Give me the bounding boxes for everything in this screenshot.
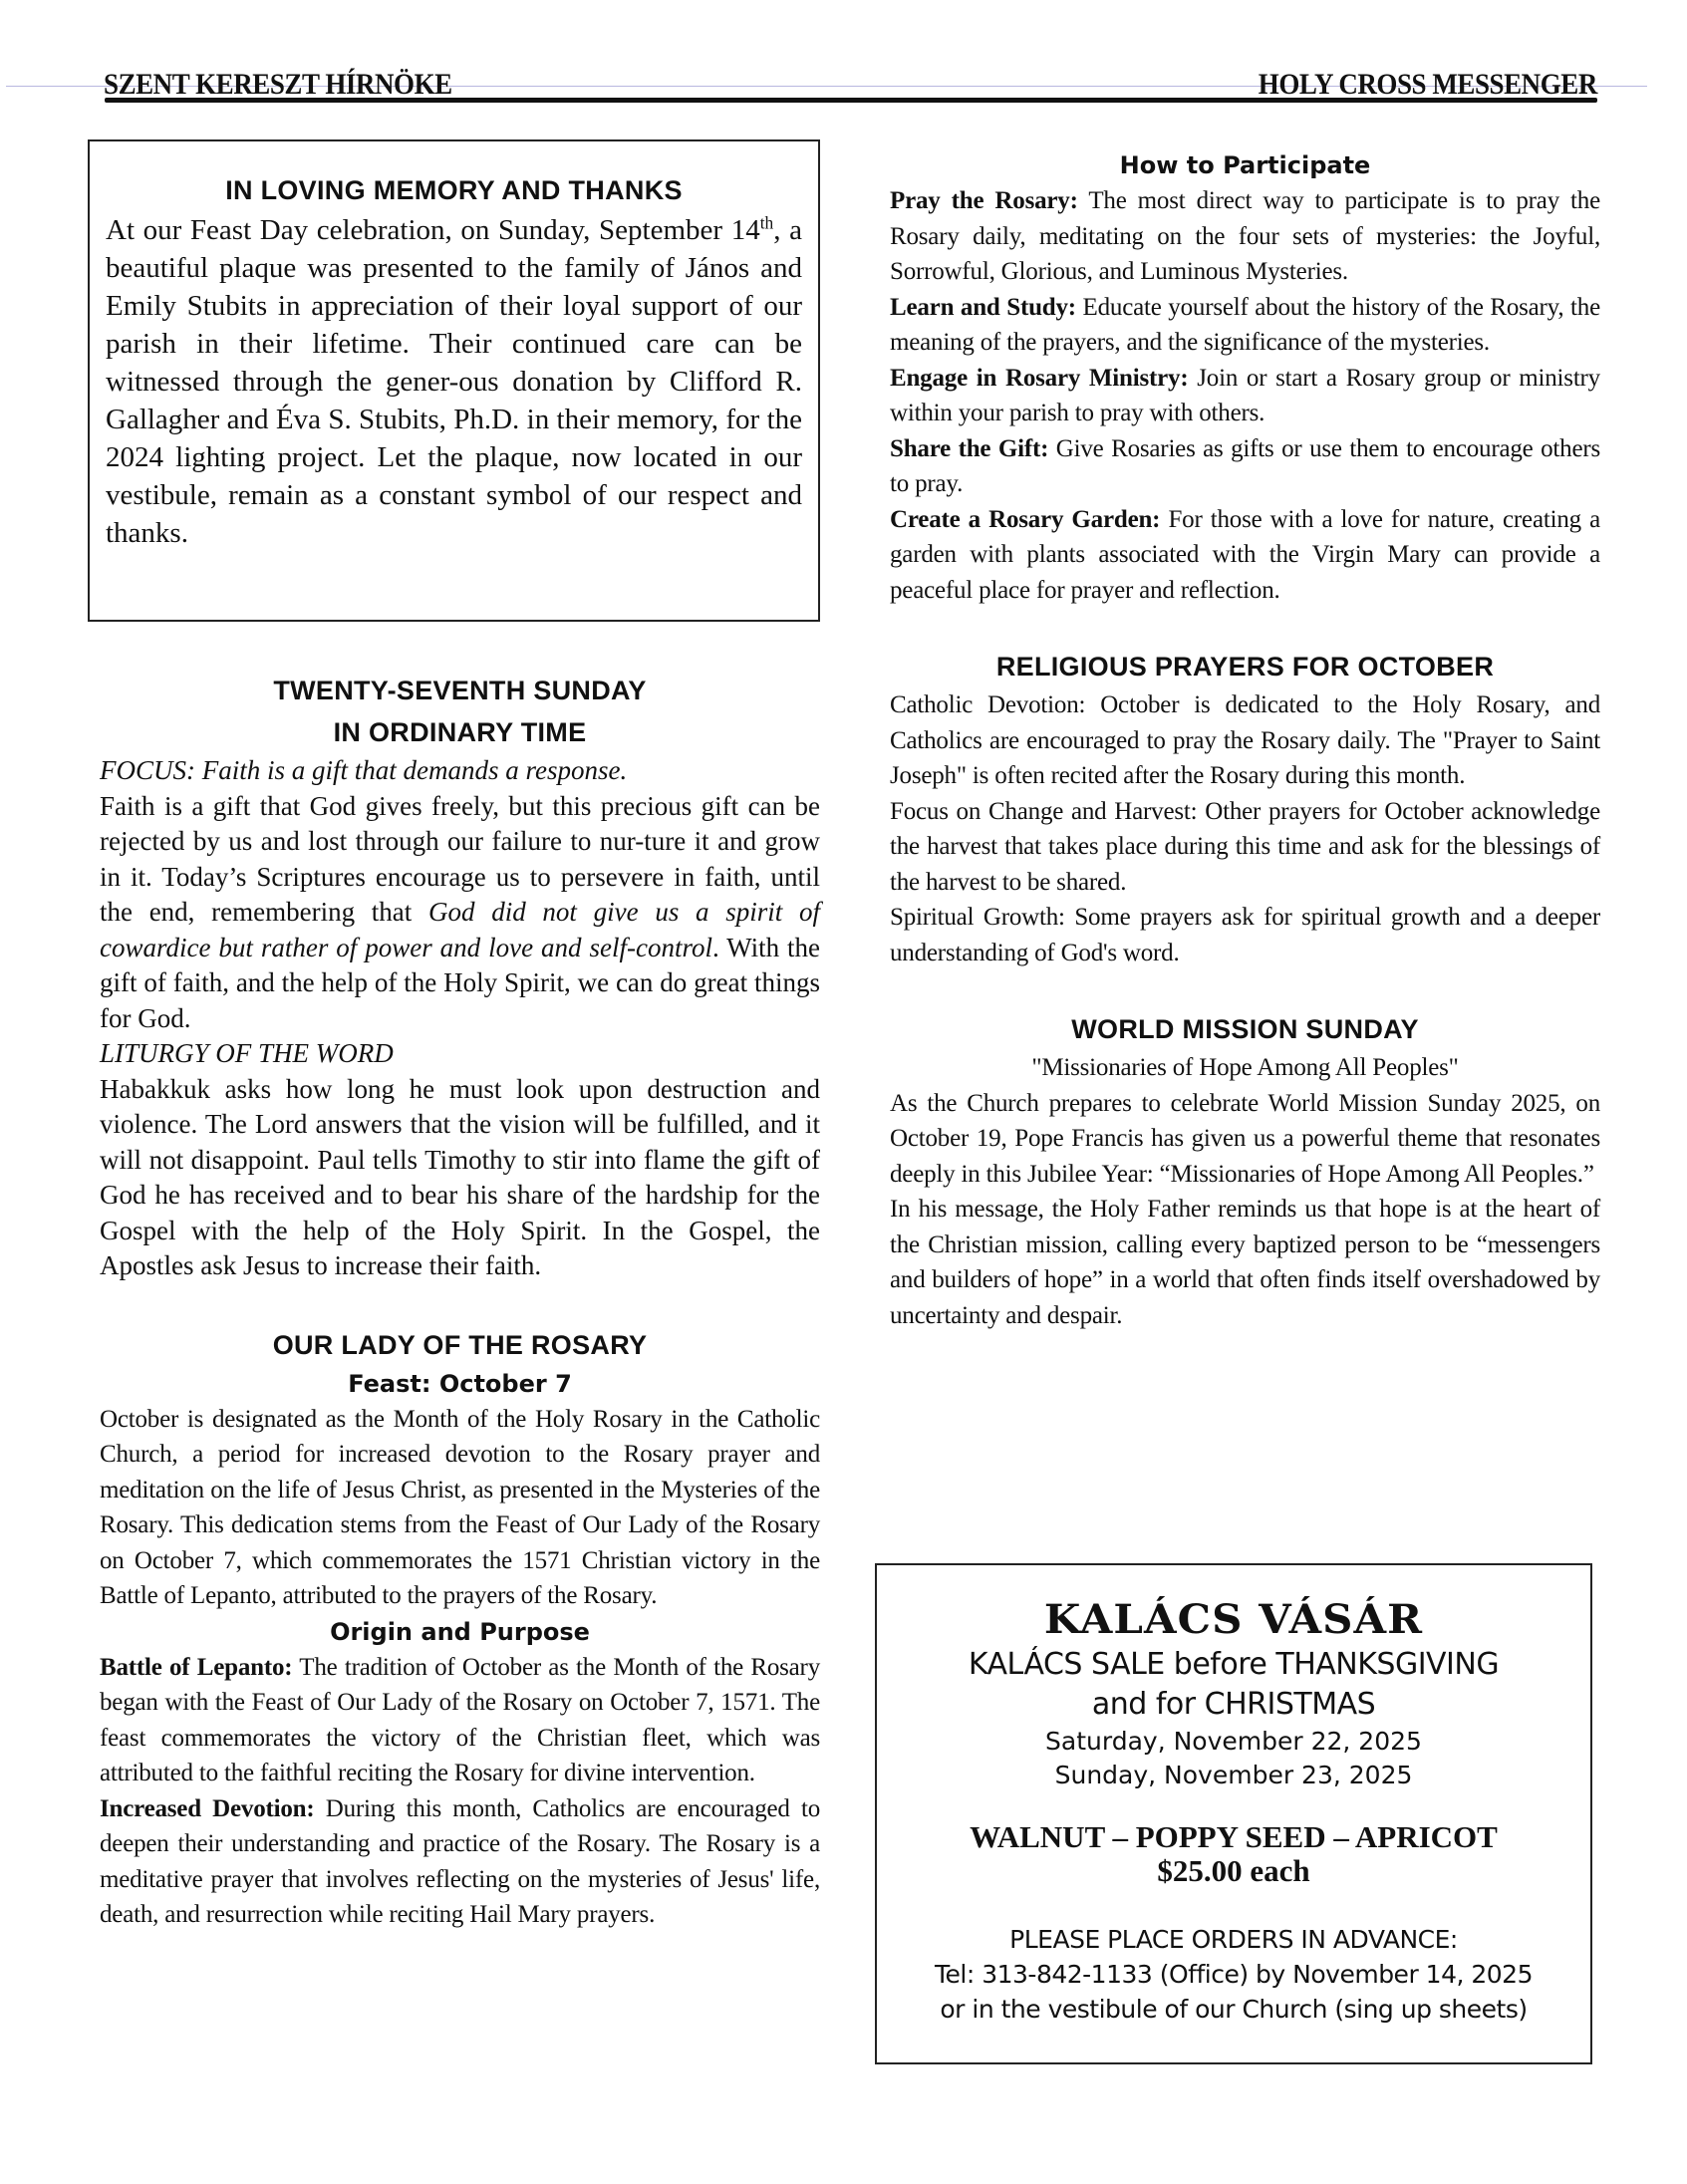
- origin-item-text: During this month, Catholics are encouraged to deepen their understanding and practice of the Rosary. The Rosary is a meditative prayer that involves reflecting on the mysteries of Jesus' life, death, and resurrection while reciting Hail Mary prayers.: [100, 1794, 820, 1928]
- kalacs-order-heading: PLEASE PLACE ORDERS IN ADVANCE:: [1009, 1925, 1458, 1954]
- origin-heading: Origin and Purpose: [330, 1617, 590, 1646]
- left-column: [100, 139, 820, 1933]
- sunday-heading-line2: IN ORDINARY TIME: [333, 717, 587, 747]
- participate-item: [890, 183, 1600, 290]
- memory-box: [88, 139, 820, 622]
- sunday-section: [100, 670, 820, 1284]
- kalacs-date: Sunday, November 23, 2025: [1054, 1761, 1413, 1789]
- participate-item-label: Create a Rosary Garden:: [890, 505, 1161, 533]
- origin-item: [100, 1650, 820, 1791]
- prayers-heading: RELIGIOUS PRAYERS FOR OCTOBER: [995, 652, 1495, 682]
- rosary-intro: October is designated as the Month of the Holy Rosary in the Catholic Church, a period for increased devotion to the Rosary prayer and meditation on the life of Jesus Christ, as presented in the Mysteries of the Rosary. This dedication stems from the Feast of Our Lady of the Rosary on October 7, which commemorates the 1571 Christian victory in the Battle of Lepanto, attributed to the prayers of the Rosary.: [100, 1405, 820, 1609]
- kalacs-sale-box: [875, 1563, 1592, 2064]
- kalacs-date: Saturday, November 22, 2025: [1045, 1727, 1422, 1756]
- participate-item: [890, 431, 1600, 502]
- prayers-section: [890, 646, 1600, 970]
- participate-heading: How to Participate: [1119, 151, 1371, 179]
- mission-section: [890, 1008, 1600, 1333]
- masthead: [0, 62, 1687, 112]
- kalacs-line1: KALÁCS SALE before THANKSGIVING: [968, 1647, 1500, 1682]
- memory-text-a: At our Feast Day celebration, on Sunday, September 14: [106, 214, 760, 246]
- memory-text-b: , a beautiful plaque was presented to the family of János and Emily Stubits in appreciation of their loyal support of our parish in their lifetime. Their continued care can be witnessed through the gener-ous donation by Clifford R. Gallagher and Éva S. Stubits, Ph.D. in their memory, for the 2024 lighting project. Let the plaque, now located in our vestibule, remain as a constant symbol of our respect and thanks.: [106, 214, 802, 549]
- memory-heading: IN LOVING MEMORY AND THANKS: [225, 175, 683, 205]
- participate-item-label: Engage in Rosary Ministry:: [890, 364, 1189, 392]
- mission-para: As the Church prepares to celebrate World Mission Sunday 2025, on October 19, Pope Francis has given us a powerful theme that resonates deeply in this Jubilee Year: “Missionaries of Hope Among All Peoples.”: [890, 1089, 1600, 1188]
- right-column: [890, 147, 1600, 1333]
- kalacs-order-tel: Tel: 313-842-1133 (Office) by November 14, 2025: [934, 1960, 1533, 1989]
- kalacs-price: $25.00 each: [1157, 1853, 1310, 1888]
- sunday-focus: FOCUS: Faith is a gift that demands a response.: [100, 755, 628, 785]
- mission-heading: WORLD MISSION SUNDAY: [1071, 1014, 1419, 1044]
- participate-item-text: Give Rosaries as gifts or use them to encourage others to pray.: [890, 434, 1600, 497]
- kalacs-flavors: WALNUT – POPPY SEED – APRICOT: [970, 1819, 1498, 1854]
- origin-item-label: Increased Devotion:: [100, 1794, 315, 1822]
- kalacs-line2: and for CHRISTMAS: [1091, 1687, 1376, 1722]
- memory-text: [106, 211, 802, 552]
- participate-item-label: Learn and Study:: [890, 293, 1076, 321]
- rosary-feast: Feast: October 7: [348, 1369, 572, 1398]
- mission-para: In his message, the Holy Father reminds us that hope is at the heart of the Christian mission, calling every baptized person to be “messengers and builders of hope” in a world that often finds itself overshadowed by uncertainty and despair.: [890, 1196, 1600, 1329]
- kalacs-title: KALÁCS VÁSÁR: [1043, 1596, 1424, 1643]
- participate-section: [890, 147, 1600, 608]
- liturgy-label: LITURGY OF THE WORD: [100, 1038, 394, 1068]
- sunday-para1-b: . With the gift of faith, and the help of the Holy Spirit, we can do great things for God.: [100, 932, 821, 1033]
- participate-item-text: The most direct way to participate is to pray the Rosary daily, meditating on the four sets of mysteries: the Joyful, Sorrowful, Glorious, and Luminous Mysteries.: [890, 187, 1600, 285]
- kalacs-order-alt: or in the vestibule of our Church (sing up sheets): [940, 1995, 1528, 2024]
- sunday-heading-line1: TWENTY-SEVENTH SUNDAY: [273, 676, 647, 705]
- origin-item: [100, 1791, 820, 1933]
- participate-item-text: Join or start a Rosary group or ministry within your parish to pray with others.: [890, 364, 1600, 426]
- participate-item-label: Pray the Rosary:: [890, 187, 1078, 214]
- memory-text-sup: th: [759, 212, 774, 233]
- liturgy-text: Habakkuk asks how long he must look upon destruction and violence. The Lord answers that the vision will be fulfilled, and it will not disappoint. Paul tells Timothy to stir into flame the gift of God he has received and to bear his share of the hardship for the Gospel with the help of the Holy Spirit. In the Gospel, the Apostles ask Jesus to increase their faith.: [100, 1073, 820, 1280]
- sunday-para1: [100, 789, 820, 1037]
- rosary-heading: OUR LADY OF THE ROSARY: [272, 1329, 648, 1360]
- prayers-item: Focus on Change and Harvest: Other prayers for October acknowledge the harvest that takes place during this time and ask for the blessings of the harvest to be shared.: [890, 797, 1600, 896]
- participate-item-label: Share the Gift:: [890, 434, 1049, 462]
- sunday-para1-a: Faith is a gift that God gives freely, but this precious gift can be rejected by us and lost through our failure to nur-ture it and grow in it. Today’s Scriptures encourage us to persevere in faith, until the end, remembering that: [100, 790, 820, 927]
- rosary-section: [100, 1324, 820, 1933]
- origin-item-label: Battle of Lepanto:: [100, 1653, 293, 1681]
- prayers-item: Catholic Devotion: October is dedicated to the Holy Rosary, and Catholics are encouraged to pray the Rosary daily. The "Prayer to Saint Joseph" is often recited after the Rosary during this month.: [890, 691, 1600, 789]
- masthead-title-english: HOLY CROSS MESSENGER: [1258, 68, 1597, 101]
- participate-item-text: For those with a love for nature, creating a garden with plants associated with the Virgin Mary can provide a peaceful place for prayer and reflection.: [890, 505, 1600, 604]
- participate-item-text: Educate yourself about the history of the Rosary, the meaning of the prayers, and the significance of the mysteries.: [890, 293, 1600, 356]
- sunday-para1-italic: God did not give us a spirit of cowardice but rather of power and love and self-control: [100, 897, 820, 962]
- participate-item: [890, 290, 1600, 361]
- masthead-title-hungarian: SZENT KERESZT HÍRNÖKE: [104, 68, 452, 101]
- participate-item: [890, 361, 1600, 431]
- prayers-item: Spiritual Growth: Some prayers ask for spiritual growth and a deeper understanding of God's word.: [890, 904, 1600, 966]
- origin-item-text: The tradition of October as the Month of the Rosary began with the Feast of Our Lady of the Rosary on October 7, 1571. The feast commemorates the victory of the Christian fleet, which was attributed to the faithful reciting the Rosary for divine intervention.: [100, 1653, 820, 1786]
- mission-theme: "Missionaries of Hope Among All Peoples": [1031, 1054, 1459, 1081]
- participate-item: [890, 502, 1600, 609]
